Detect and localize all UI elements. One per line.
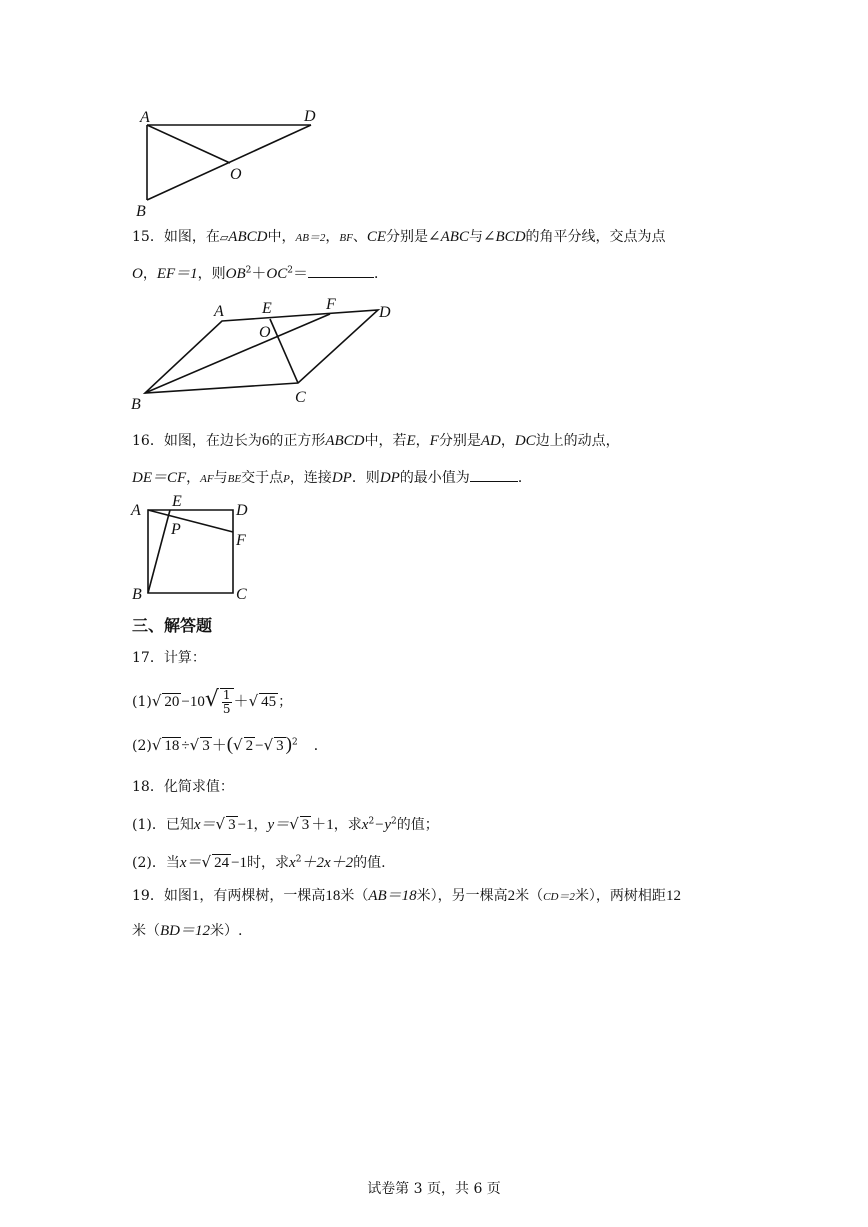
q18-part1: (1)．已知x＝√ 3 −1，y＝√ 3 ＋1，求$x^2-y^2$的值； [132,815,439,833]
fig16-label-p: P [171,521,181,538]
fig16-label-e: E [172,493,182,510]
figure-line-b-f [145,314,330,393]
figure-parallelogram [128,295,398,415]
figure-line-a-f [148,510,233,532]
fig14-label-b: B [136,203,146,220]
q15-line1: 15．如图，在▱ABCD中，AB＝2，BF、CE分别是∠ABC与∠BCD的角平分线，交点为点 [132,229,666,245]
q17-title: 17．计算： [132,650,206,666]
q18-part2: (2)．当x＝√ 24 −1时，求$x^2+2x+2$的值. [132,853,386,871]
square-abcd [148,510,233,593]
figure-triangle-abd [130,100,330,225]
figure-line-b-e [148,510,170,593]
fig16-label-f: F [236,532,246,549]
q15-line2: O，EF＝1，则$OB^2+OC^2=$ ． [132,263,388,284]
fig15-label-a: A [214,303,224,320]
fig15-label-f: F [326,296,336,313]
fig14-label-o: O [230,166,242,183]
fig16-label-b: B [132,586,142,603]
section-heading: 三、解答题 [132,616,213,635]
fig15-label-e: E [262,300,272,317]
fig15-label-b: B [131,396,141,413]
parallelogram-symbol: ▱ [219,231,229,244]
fig16-label-d: D [236,502,248,519]
figure-square [128,490,258,605]
q16-line2: DE＝CF，AF与BE交于点P，连接DP．则DP的最小值为 ． [132,467,532,489]
fig14-label-d: D [304,108,316,125]
q16-answer-blank[interactable] [470,467,518,482]
q18-title: 18．化简求值： [132,779,234,795]
fig16-label-c: C [236,586,247,603]
q19-line1: 19．如图1，有两棵树，一棵高18米（AB＝18米），另一棵高2米（CD＝2米），两树相距12 [132,888,681,904]
q17-part1: (1)√ 20 −10√ $\frac{1}{5}$ ＋√ 45 ； [132,687,293,716]
q19-line2: 米（BD＝12米）. [132,923,243,939]
fig15-label-o: O [259,324,271,341]
figure-line-a-o [147,125,230,163]
fig14-label-a: A [140,109,150,126]
fig15-label-c: C [295,389,306,406]
fig15-label-d: D [379,304,391,321]
page-footer: 试卷第 3 页，共 6 页 [367,1181,501,1197]
parallelogram-abcd [145,310,378,393]
fraction-one-fifth: $\frac{1}{5}$ [222,687,231,716]
fig16-label-a: A [131,502,141,519]
q17-part2: (2)√ 18 ÷√ 3 ＋(√ 2 −√ 3 )$^2$ ． [132,734,328,755]
q15-answer-blank[interactable] [308,263,374,278]
q16-line1: 16．如图，在边长为6的正方形ABCD中，若E，F分别是AD，DC边上的动点， [132,433,620,449]
